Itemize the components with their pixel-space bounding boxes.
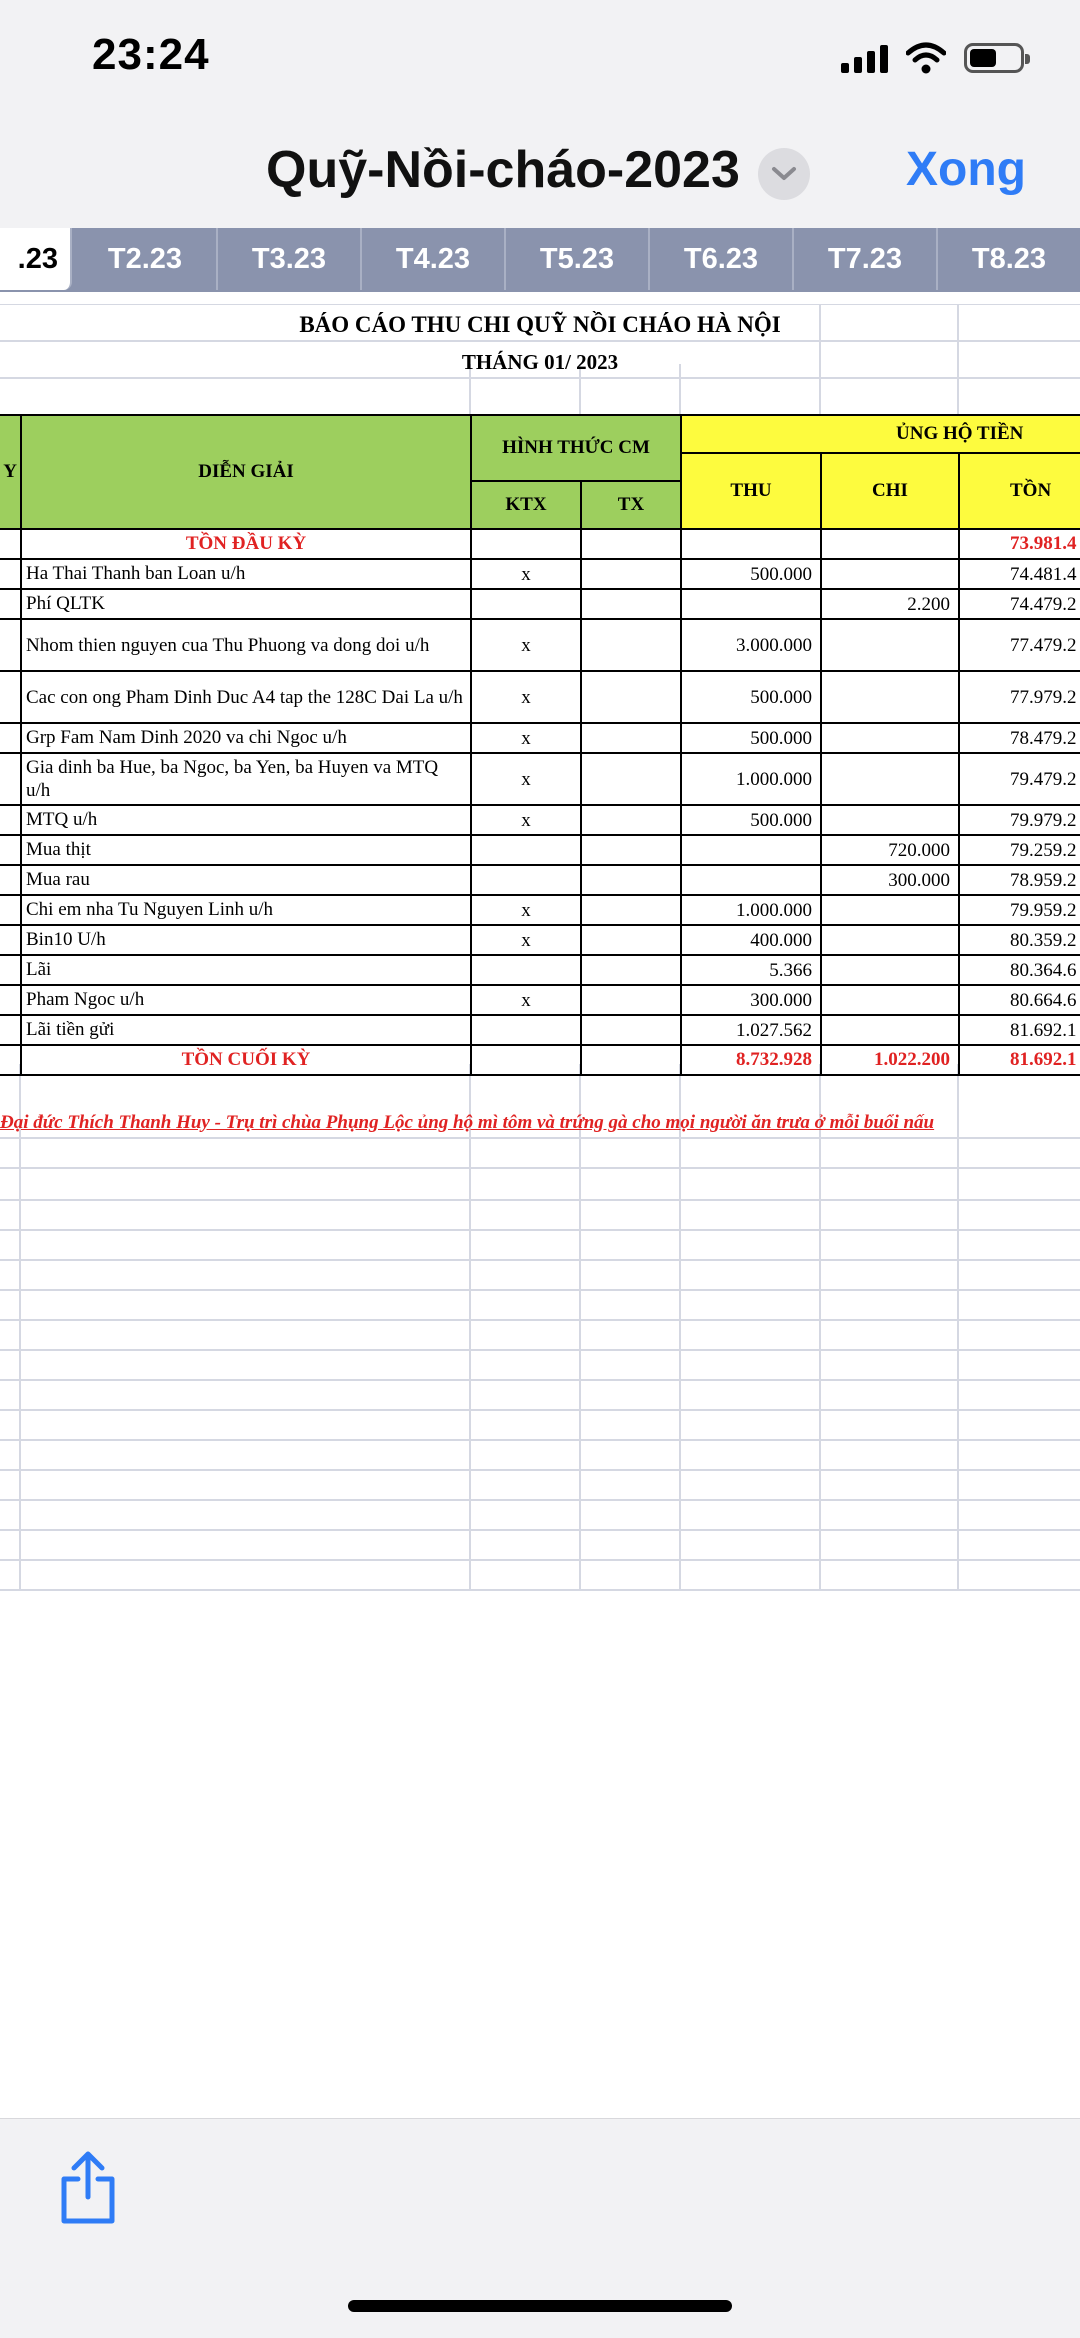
row-ktx[interactable]: x (470, 670, 582, 724)
row-chi[interactable]: 300.000 (820, 864, 960, 896)
row-tx[interactable] (580, 670, 682, 724)
opening-chi[interactable] (820, 528, 960, 560)
row-tx[interactable] (580, 588, 682, 620)
row-ton[interactable]: 80.359.2 (958, 924, 1080, 956)
row-ktx[interactable]: x (470, 558, 582, 590)
spreadsheet-view[interactable] (0, 228, 1080, 2118)
row-chi[interactable] (820, 924, 960, 956)
row-description[interactable]: Lãi tiền gửi (20, 1014, 472, 1046)
table-row-2-date-cell[interactable] (0, 618, 22, 672)
nav-bar (0, 130, 1080, 230)
table-row-6-date-cell[interactable] (0, 804, 22, 836)
row-thu[interactable]: 5.366 (680, 954, 822, 986)
row-ton[interactable]: 74.479.2 (958, 588, 1080, 620)
row-ton[interactable]: 81.692.1 (958, 1014, 1080, 1046)
row-thu[interactable]: 500.000 (680, 722, 822, 754)
row-ton[interactable]: 78.959.2 (958, 864, 1080, 896)
report-title: BÁO CÁO THU CHI QUỸ NỒI CHÁO HÀ NỘI (299, 312, 781, 337)
row-chi[interactable] (820, 804, 960, 836)
row-tx[interactable] (580, 864, 682, 896)
home-indicator (348, 2300, 732, 2312)
row-chi[interactable] (820, 558, 960, 590)
document-title[interactable]: Quỹ-Nồi-cháo-2023 (266, 141, 740, 199)
row-chi[interactable] (820, 984, 960, 1016)
row-description[interactable]: Phí QLTK (20, 588, 472, 620)
row-ton[interactable]: 79.479.2 (958, 752, 1080, 806)
tab-t7-23[interactable]: T7.23 (794, 228, 938, 290)
status-bar (0, 0, 1080, 120)
row-tx[interactable] (580, 834, 682, 866)
row-description[interactable]: Pham Ngoc u/h (20, 984, 472, 1016)
row-tx[interactable] (580, 722, 682, 754)
row-ton[interactable]: 80.664.6 (958, 984, 1080, 1016)
row-description[interactable]: Chi em nha Tu Nguyen Linh u/h (20, 894, 472, 926)
row-description[interactable]: Lãi (20, 954, 472, 986)
row-tx[interactable] (580, 752, 682, 806)
row-ton[interactable]: 79.259.2 (958, 834, 1080, 866)
opening-thu[interactable] (680, 528, 822, 560)
row-ton[interactable]: 79.979.2 (958, 804, 1080, 836)
row-description[interactable]: Gia dinh ba Hue, ba Ngoc, ba Yen, ba Huyen va MTQ u/h (20, 752, 472, 806)
row-ktx[interactable]: x (470, 804, 582, 836)
table-row-12-date-cell[interactable] (0, 984, 22, 1016)
closing-chi[interactable]: 1.022.200 (820, 1044, 960, 1076)
share-icon[interactable] (56, 2149, 120, 2225)
row-description[interactable]: MTQ u/h (20, 804, 472, 836)
col-header-thu: THU (680, 452, 822, 530)
table-row-3-date-cell[interactable] (0, 670, 22, 724)
row-tx[interactable] (580, 954, 682, 986)
row-description[interactable]: Bin10 U/h (20, 924, 472, 956)
col-header-date: Y (0, 414, 22, 530)
row-ktx[interactable]: x (470, 752, 582, 806)
table-row-4-date-cell[interactable] (0, 722, 22, 754)
table-row-11-date-cell[interactable] (0, 954, 22, 986)
tab-t2-23[interactable]: T2.23 (74, 228, 218, 290)
row-ton[interactable]: 78.479.2 (958, 722, 1080, 754)
tab-t3-23[interactable]: T3.23 (218, 228, 362, 290)
table-row-1-date-cell[interactable] (0, 588, 22, 620)
row-ktx[interactable]: x (470, 618, 582, 672)
title-menu-button[interactable] (758, 148, 810, 200)
opening-ton[interactable]: 73.981.4 (958, 528, 1080, 560)
row-thu[interactable]: 300.000 (680, 984, 822, 1016)
table-row-0-date-cell[interactable] (0, 558, 22, 590)
row-thu[interactable]: 500.000 (680, 804, 822, 836)
closing-row-date-cell[interactable] (0, 1044, 22, 1076)
tab-t8-23[interactable]: T8.23 (938, 228, 1080, 290)
closing-label[interactable]: TỒN CUỐI KỲ (20, 1044, 472, 1076)
wifi-icon (906, 42, 946, 74)
chevron-down-icon (771, 166, 797, 182)
row-chi[interactable]: 2.200 (820, 588, 960, 620)
opening-tx[interactable] (580, 528, 682, 560)
tab-t5-23[interactable]: T5.23 (506, 228, 650, 290)
closing-tx[interactable] (580, 1044, 682, 1076)
row-tx[interactable] (580, 558, 682, 590)
row-ktx[interactable] (470, 834, 582, 866)
row-thu[interactable] (680, 834, 822, 866)
col-header-ktx: KTX (470, 480, 582, 530)
row-ktx[interactable]: x (470, 722, 582, 754)
report-month: THÁNG 01/ 2023 (461, 350, 619, 374)
table-row-13-date-cell[interactable] (0, 1014, 22, 1046)
row-ton[interactable]: 80.364.6 (958, 954, 1080, 986)
closing-ton[interactable]: 81.692.1 (958, 1044, 1080, 1076)
row-thu[interactable]: 1.027.562 (680, 1014, 822, 1046)
row-ton[interactable]: 79.959.2 (958, 894, 1080, 926)
row-description[interactable]: Mua rau (20, 864, 472, 896)
closing-thu[interactable]: 8.732.928 (680, 1044, 822, 1076)
row-chi[interactable] (820, 1014, 960, 1046)
row-thu[interactable]: 500.000 (680, 558, 822, 590)
row-thu[interactable]: 1.000.000 (680, 752, 822, 806)
row-chi[interactable] (820, 752, 960, 806)
table-row-9-date-cell[interactable] (0, 894, 22, 926)
row-ktx[interactable]: x (470, 984, 582, 1016)
col-header-ung-ho-tien: ỦNG HỘ TIỀN (680, 414, 1080, 454)
row-tx[interactable] (580, 894, 682, 926)
row-chi[interactable] (820, 670, 960, 724)
sheet-tabs (0, 228, 1080, 292)
row-ton[interactable]: 77.479.2 (958, 618, 1080, 672)
row-chi[interactable] (820, 722, 960, 754)
row-chi[interactable] (820, 618, 960, 672)
row-ktx[interactable] (470, 954, 582, 986)
cellular-signal-icon (841, 43, 888, 73)
status-time: 23:24 (92, 30, 210, 79)
tab-t4-23[interactable]: T4.23 (362, 228, 506, 290)
row-thu[interactable]: 1.000.000 (680, 894, 822, 926)
closing-ktx[interactable] (470, 1044, 582, 1076)
row-tx[interactable] (580, 618, 682, 672)
row-description[interactable]: Ha Thai Thanh ban Loan u/h (20, 558, 472, 590)
row-tx[interactable] (580, 924, 682, 956)
row-tx[interactable] (580, 984, 682, 1016)
col-header-dien-giai: DIỄN GIẢI (20, 414, 472, 530)
tab-t6-23[interactable]: T6.23 (650, 228, 794, 290)
footnote: Đại đức Thích Thanh Huy - Trụ trì chùa Phụng Lộc ủng hộ mì tôm và trứng gà cho mọi người ăn trưa ở mỗi buổi nấu (0, 1112, 935, 1133)
done-button[interactable]: Xong (906, 143, 1026, 196)
col-header-chi: CHI (820, 452, 960, 530)
table-row-8-date-cell[interactable] (0, 864, 22, 896)
row-ktx[interactable]: x (470, 894, 582, 926)
row-ktx[interactable] (470, 864, 582, 896)
row-thu[interactable] (680, 588, 822, 620)
row-description[interactable]: Mua thịt (20, 834, 472, 866)
row-chi[interactable] (820, 954, 960, 986)
table-row-5-date-cell[interactable] (0, 752, 22, 806)
row-tx[interactable] (580, 804, 682, 836)
battery-icon (964, 43, 1024, 73)
row-ton[interactable]: 77.979.2 (958, 670, 1080, 724)
row-description[interactable]: Grp Fam Nam Dinh 2020 va chi Ngoc u/h (20, 722, 472, 754)
col-header-ton: TỒN (958, 452, 1080, 530)
row-thu[interactable]: 400.000 (680, 924, 822, 956)
row-ktx[interactable] (470, 588, 582, 620)
tab-t1-23[interactable]: .23 (0, 228, 72, 290)
opening-row-date-cell[interactable] (0, 528, 22, 560)
row-thu[interactable]: 3.000.000 (680, 618, 822, 672)
opening-ktx[interactable] (470, 528, 582, 560)
col-header-tx: TX (580, 480, 682, 530)
row-thu[interactable]: 500.000 (680, 670, 822, 724)
opening-label[interactable]: TỒN ĐẦU KỲ (20, 528, 472, 560)
row-chi[interactable] (820, 894, 960, 926)
row-chi[interactable]: 720.000 (820, 834, 960, 866)
row-ktx[interactable]: x (470, 924, 582, 956)
row-tx[interactable] (580, 1014, 682, 1046)
row-ton[interactable]: 74.481.4 (958, 558, 1080, 590)
row-description[interactable]: Nhom thien nguyen cua Thu Phuong va dong doi u/h (20, 618, 472, 672)
row-description[interactable]: Cac con ong Pham Dinh Duc A4 tap the 128C Dai La u/h (20, 670, 472, 724)
table-row-10-date-cell[interactable] (0, 924, 22, 956)
row-thu[interactable] (680, 864, 822, 896)
table-row-7-date-cell[interactable] (0, 834, 22, 866)
status-icons (841, 40, 1024, 76)
col-header-hinh-thuc: HÌNH THỨC CM (470, 414, 682, 482)
row-ktx[interactable] (470, 1014, 582, 1046)
